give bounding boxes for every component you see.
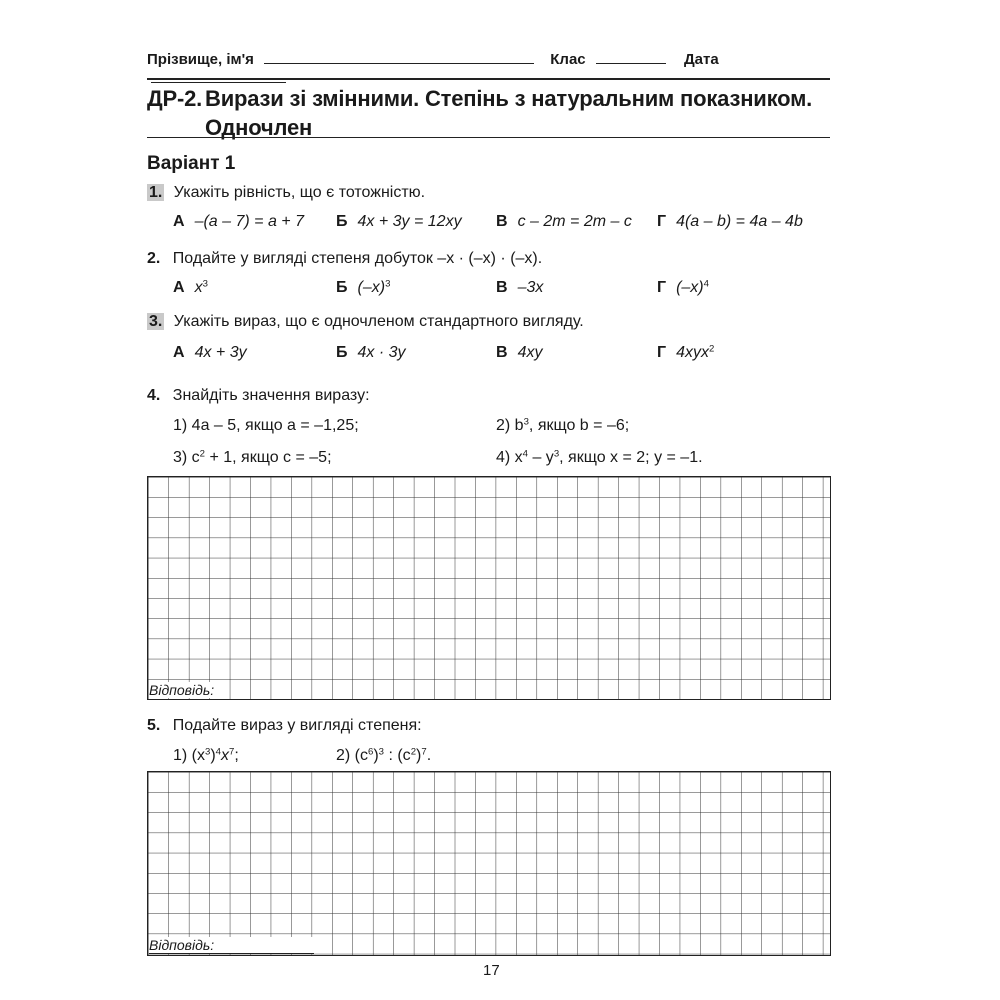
q1-option-c[interactable]: В c – 2m = 2m – c (496, 213, 632, 230)
q3-option-b[interactable]: Б 4x · 3y (336, 344, 406, 361)
q5-item-1: 1) $(x^3)^4x^7$; (173, 746, 239, 764)
question-5-number: 5. (147, 717, 161, 734)
question-2-number: 2. (147, 250, 161, 267)
title-line-2: Одночлен (205, 115, 313, 140)
question-2-text: Подайте у вигляді степеня добуток –x · (–x) · (–x). (172, 250, 543, 267)
question-4 (147, 387, 370, 405)
q3-option-a[interactable]: А 4x + 3y (173, 344, 247, 361)
question-2 (147, 250, 542, 268)
q2-option-a[interactable]: А $x^3$ (173, 278, 208, 296)
question-5-text: Подайте вираз у вигляді степеня: (172, 717, 422, 734)
class-label: Клас (550, 51, 586, 68)
date-label: Дата (684, 51, 719, 68)
title-code: ДР-2. (147, 86, 203, 111)
page-number: 17 (483, 962, 500, 979)
q1-option-d[interactable]: Г 4(a – b) = 4a – 4b (657, 213, 803, 230)
variant-heading: Варіант 1 (147, 153, 236, 174)
question-3 (147, 313, 584, 331)
q3-option-d[interactable]: Г 4xyx$^2$ (657, 343, 715, 361)
answer-label-q4: Відповідь: (149, 682, 215, 698)
question-4-text: Знайдіть значення виразу: (172, 387, 370, 404)
q2-option-b[interactable]: Б $(-x)^3$ (336, 278, 391, 296)
q4-item-3: 3) $c^2 + 1$, якщо c = –5; (173, 448, 332, 466)
grid-lines (148, 477, 830, 699)
q2-option-d[interactable]: Г $(-x)^4$ (657, 278, 709, 296)
q1-option-a[interactable]: А –(a – 7) = a + 7 (173, 213, 304, 230)
date-field[interactable] (151, 68, 286, 83)
question-3-text: Укажіть вираз, що є одночленом стандартного вигляду. (173, 313, 584, 330)
q5-item-2: 2) $(c^6)^3$ : $(c^2)^7$. (336, 746, 432, 764)
q4-item-1: 1) 4a – 5, якщо a = –1,25; (173, 417, 359, 434)
class-field[interactable] (596, 49, 666, 64)
grid-lines (148, 772, 830, 955)
student-header (147, 49, 830, 69)
q3-option-c[interactable]: В 4xy (496, 344, 543, 361)
question-5 (147, 717, 422, 735)
title-line-1: Вирази зі змінними. Степінь з натуральним показником. (205, 86, 813, 111)
answer-grid-q5[interactable] (147, 771, 831, 956)
surname-label: Прізвище, ім'я (147, 51, 254, 68)
q4-item-2: 2) $b^3$, якщо b = –6; (496, 416, 630, 434)
question-4-number: 4. (147, 387, 161, 404)
answer-label-q5: Відповідь: (149, 937, 314, 954)
question-1 (147, 184, 425, 202)
page-title (147, 84, 847, 142)
q2-option-c[interactable]: В –3x (496, 279, 544, 296)
question-1-number: 1. (149, 184, 163, 201)
question-1-text: Укажіть рівність, що є тотожністю. (173, 184, 426, 201)
question-3-number: 3. (149, 313, 163, 330)
answer-grid-q4[interactable] (147, 476, 831, 700)
surname-field[interactable] (264, 49, 534, 64)
title-divider (147, 137, 830, 138)
q1-option-b[interactable]: Б 4x + 3y = 12xy (336, 213, 462, 230)
header-divider (147, 78, 830, 80)
q4-item-4: 4) $x^4 - y^3$, якщо x = 2; y = –1. (496, 448, 703, 466)
